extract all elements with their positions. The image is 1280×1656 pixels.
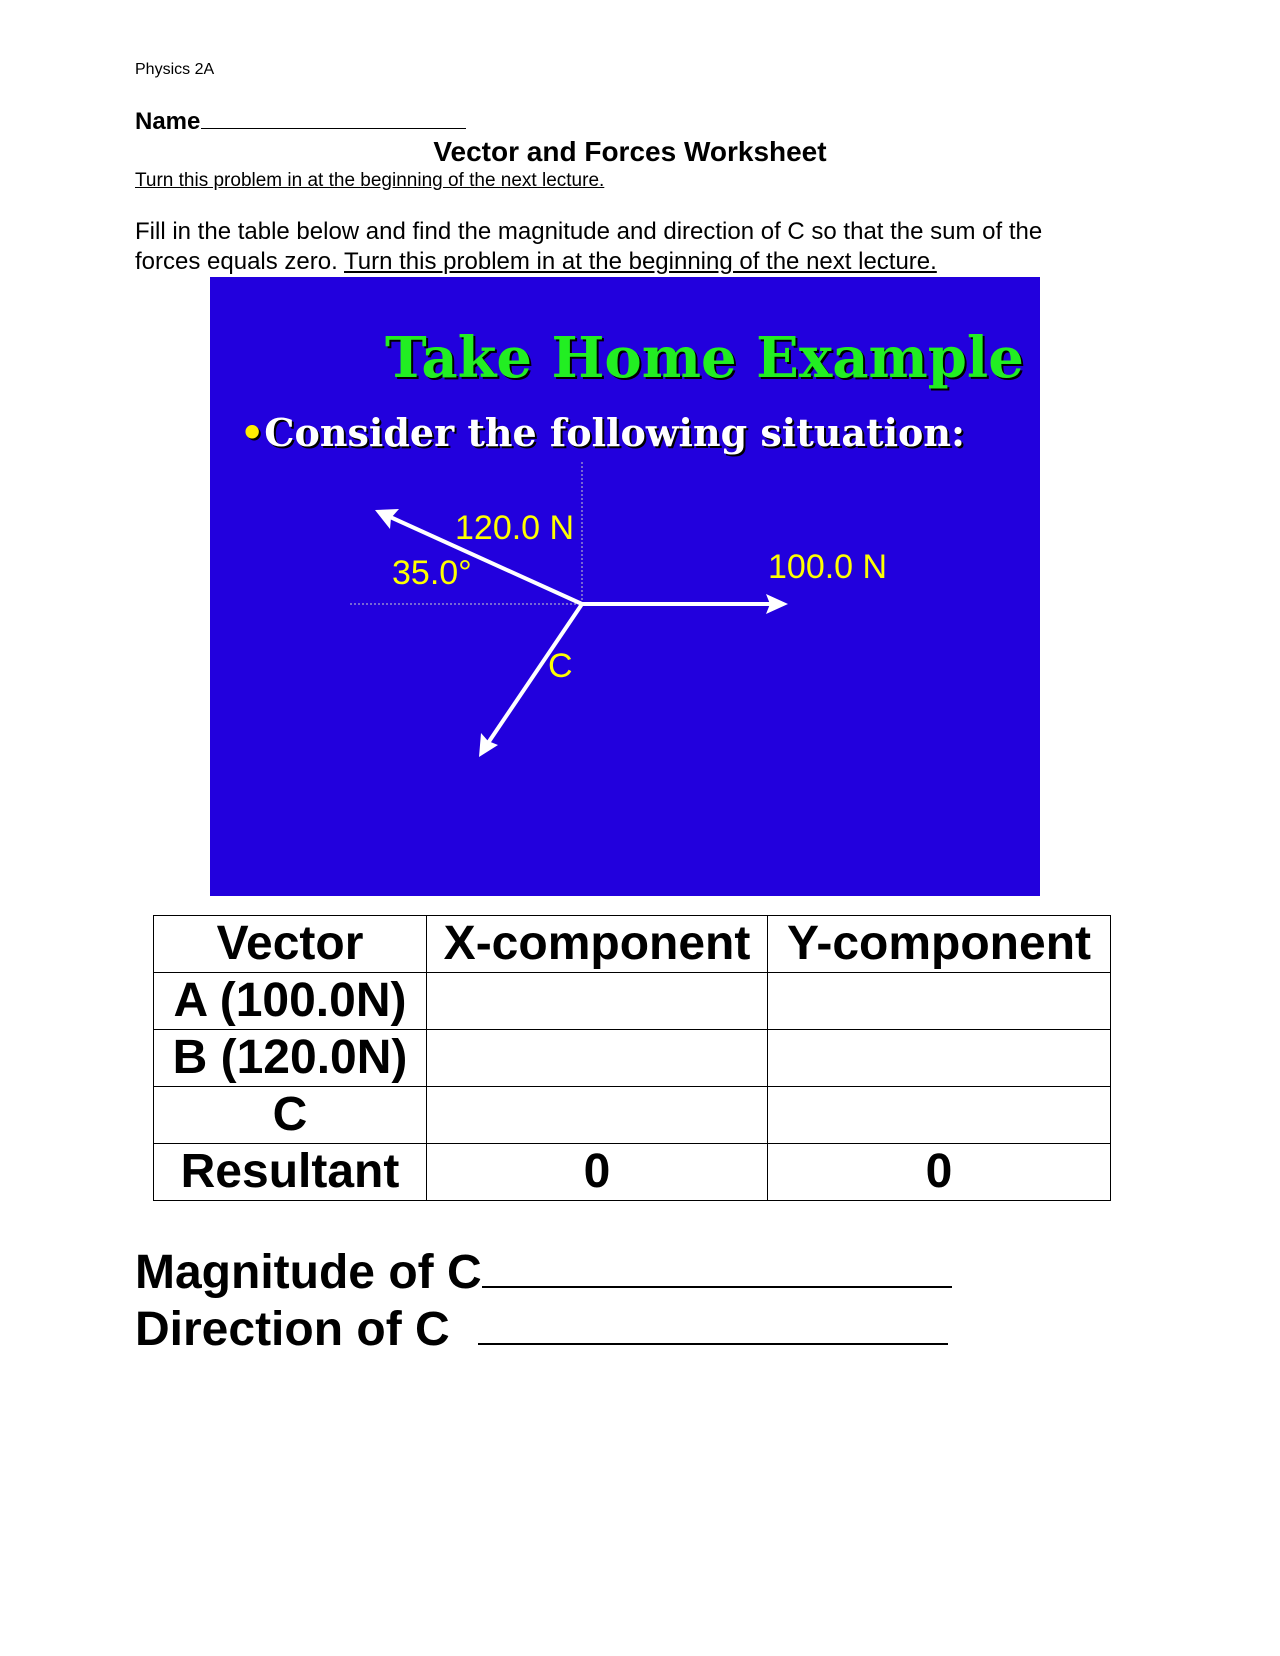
slide-title: Take Home Example [385,325,1024,391]
turn-in-note: Turn this problem in at the beginning of the next lecture. [135,170,605,191]
header-y-component: Y-component [768,916,1111,973]
cell-resultant-y: 0 [768,1144,1111,1201]
row-label-b: B (120.0N) [154,1030,427,1087]
direction-blank-line[interactable] [478,1297,948,1345]
force-diagram [210,277,1040,896]
table-row [154,973,1111,1030]
force-a-label: 100.0 N [768,548,888,586]
bullet-marker: • [240,410,265,455]
instructions-turn-in: Turn this problem in at the beginning of the next lecture. [344,248,937,275]
vector-components-table [153,915,1111,1201]
header-vector: Vector [154,916,427,973]
cell-a-x[interactable] [427,973,768,1030]
force-b-label: 120.0 N [455,509,575,547]
cell-b-y[interactable] [768,1030,1111,1087]
direction-label: Direction of C [135,1303,450,1356]
table-row [154,1144,1111,1201]
course-label: Physics 2A [135,61,215,78]
row-label-resultant: Resultant [154,1144,427,1201]
cell-c-y[interactable] [768,1087,1111,1144]
slide-bullet-text: Consider the following situation: [264,410,966,455]
vector-c-arrowhead [479,733,498,757]
table-row [154,1030,1111,1087]
name-blank-line[interactable] [201,106,466,129]
angle-label: 35.0° [392,554,472,592]
worksheet-title: Vector and Forces Worksheet [433,136,827,167]
name-label-text: Name [135,108,201,135]
cell-c-x[interactable] [427,1087,768,1144]
row-label-a: A (100.0N) [154,973,427,1030]
magnitude-blank-line[interactable] [482,1240,952,1288]
cell-resultant-x: 0 [427,1144,768,1201]
cell-a-y[interactable] [768,973,1111,1030]
instructions-paragraph [135,217,1095,277]
magnitude-label: Magnitude of C [135,1246,482,1299]
name-field-label [135,106,466,136]
row-label-c: C [154,1087,427,1144]
take-home-example-slide [210,277,1040,896]
table-header-row [154,916,1111,973]
instructions-text: Fill in the table below and find the magnitude and direction of C so that the sum of the forces equals zero. [135,218,1043,275]
table-row [154,1087,1111,1144]
force-c-label: C [548,647,573,685]
magnitude-answer [135,1240,952,1300]
header-x-component: X-component [427,916,768,973]
direction-answer [135,1297,948,1357]
cell-b-x[interactable] [427,1030,768,1087]
